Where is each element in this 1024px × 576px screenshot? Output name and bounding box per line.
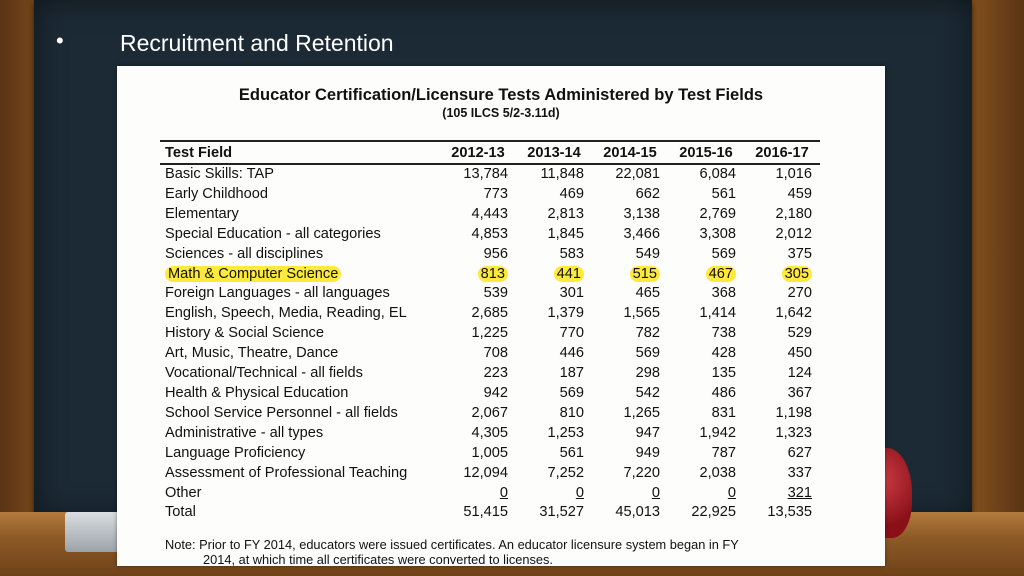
- cell-value: 956: [483, 245, 508, 262]
- test-field-label: Math & Computer Science: [165, 266, 341, 282]
- table-cell: [440, 444, 516, 464]
- note-line-1: Note: Prior to FY 2014, educators were issued certificates. An educator licensure system began in FY: [165, 537, 739, 552]
- cell-value: 441: [554, 266, 584, 282]
- cell-value: 569: [559, 384, 584, 401]
- table-cell: [592, 245, 668, 265]
- table-row: [160, 384, 820, 404]
- test-field-label: Foreign Languages - all languages: [165, 285, 390, 302]
- test-field-name: [160, 464, 440, 484]
- column-header: Test Field: [160, 141, 440, 164]
- cell-value: 2,769: [699, 205, 736, 222]
- table-cell: [592, 344, 668, 364]
- table-cell: [592, 185, 668, 205]
- table-row: [160, 265, 820, 285]
- note-line-2: 2014, at which time all certificates were converted to licenses.: [203, 552, 553, 567]
- cell-value: 4,443: [471, 205, 508, 222]
- cell-value: 13,535: [767, 504, 812, 521]
- table-cell: [440, 304, 516, 324]
- table-cell: [592, 424, 668, 444]
- test-field-name: [160, 164, 440, 185]
- cell-value: 467: [706, 266, 736, 282]
- table-cell: [744, 245, 820, 265]
- table-header-row: [160, 141, 820, 164]
- cell-value: 465: [635, 285, 660, 302]
- cell-value: 942: [483, 384, 508, 401]
- cell-value: 1,379: [547, 305, 584, 322]
- table-cell: [668, 164, 744, 185]
- cell-value: 7,252: [547, 464, 584, 481]
- table-cell: [592, 503, 668, 523]
- cell-value: 2,067: [471, 404, 508, 421]
- test-field-label: Special Education - all categories: [165, 225, 381, 242]
- cell-value: 2,012: [775, 225, 812, 242]
- table-cell: [440, 484, 516, 504]
- table-row: [160, 284, 820, 304]
- cell-value: 0: [499, 484, 508, 501]
- test-field-name: [160, 384, 440, 404]
- table-cell: [516, 344, 592, 364]
- test-field-label: School Service Personnel - all fields: [165, 404, 398, 421]
- test-field-name: [160, 404, 440, 424]
- cell-value: 337: [787, 464, 812, 481]
- table-row: [160, 225, 820, 245]
- table-cell: [592, 464, 668, 484]
- cell-value: 569: [711, 245, 736, 262]
- table-cell: [668, 364, 744, 384]
- test-field-table: [160, 140, 820, 523]
- table-cell: [744, 384, 820, 404]
- table-cell: [516, 284, 592, 304]
- test-field-name: [160, 484, 440, 504]
- table-cell: [668, 384, 744, 404]
- table-cell: [668, 185, 744, 205]
- table-row: [160, 364, 820, 384]
- table-cell: [516, 164, 592, 185]
- table-cell: [744, 225, 820, 245]
- table-cell: [440, 344, 516, 364]
- cell-value: 469: [559, 185, 584, 202]
- test-field-label: Language Proficiency: [165, 444, 306, 461]
- cell-value: 367: [787, 384, 812, 401]
- test-field-name: [160, 503, 440, 523]
- cell-value: 1,005: [471, 444, 508, 461]
- cell-value: 770: [559, 325, 584, 342]
- cell-value: 949: [635, 444, 660, 461]
- cell-value: 459: [787, 185, 812, 202]
- table-cell: [668, 484, 744, 504]
- table-cell: [668, 464, 744, 484]
- cell-value: 4,853: [471, 225, 508, 242]
- table-cell: [592, 265, 668, 285]
- table-cell: [516, 324, 592, 344]
- table-cell: [668, 404, 744, 424]
- table-row: [160, 444, 820, 464]
- table-cell: [592, 205, 668, 225]
- table-cell: [668, 344, 744, 364]
- cell-value: 947: [635, 424, 660, 441]
- table-cell: [744, 364, 820, 384]
- cell-value: 7,220: [623, 464, 660, 481]
- table-cell: [744, 484, 820, 504]
- test-field-label: Sciences - all disciplines: [165, 245, 324, 262]
- test-field-label: Assessment of Professional Teaching: [165, 464, 408, 481]
- cell-value: 446: [559, 345, 584, 362]
- cell-value: 51,415: [463, 504, 508, 521]
- table-cell: [516, 225, 592, 245]
- table-row: [160, 185, 820, 205]
- test-field-label: Health & Physical Education: [165, 384, 349, 401]
- table-cell: [516, 265, 592, 285]
- table-row: [160, 464, 820, 484]
- cell-value: 22,081: [615, 166, 660, 182]
- table-cell: [668, 205, 744, 225]
- cell-value: 4,305: [471, 424, 508, 441]
- cell-value: 810: [559, 404, 584, 421]
- cell-value: 549: [635, 245, 660, 262]
- table-cell: [440, 424, 516, 444]
- cell-value: 561: [711, 185, 736, 202]
- table-cell: [744, 324, 820, 344]
- table-cell: [592, 284, 668, 304]
- column-header: 2014-15: [592, 141, 668, 164]
- table-cell: [744, 444, 820, 464]
- cell-value: 135: [711, 365, 736, 382]
- cell-value: 0: [651, 484, 660, 501]
- table-cell: [440, 503, 516, 523]
- cell-value: 561: [559, 444, 584, 461]
- cell-value: 1,642: [775, 305, 812, 322]
- table-row: [160, 164, 820, 185]
- table-cell: [744, 404, 820, 424]
- cell-value: 11,848: [540, 166, 584, 182]
- table-row: [160, 245, 820, 265]
- cell-value: 2,038: [699, 464, 736, 481]
- table-cell: [592, 164, 668, 185]
- column-header: 2015-16: [668, 141, 744, 164]
- test-field-name: [160, 245, 440, 265]
- cell-value: 187: [559, 365, 584, 382]
- table-cell: [516, 245, 592, 265]
- table-cell: [592, 225, 668, 245]
- cell-value: 450: [787, 345, 812, 362]
- table-cell: [516, 364, 592, 384]
- table-cell: [440, 364, 516, 384]
- cell-value: 298: [635, 365, 660, 382]
- cell-value: 1,942: [699, 424, 736, 441]
- test-field-name: [160, 304, 440, 324]
- document-subtitle: (105 ILCS 5/2-3.11d): [442, 106, 560, 120]
- cell-value: 1,414: [699, 305, 736, 322]
- table-cell: [592, 484, 668, 504]
- cell-value: 1,253: [547, 424, 584, 441]
- test-field-name: [160, 225, 440, 245]
- test-field-name: [160, 265, 440, 285]
- cell-value: 1,323: [775, 424, 812, 441]
- cell-value: 1,565: [623, 305, 660, 322]
- test-field-label: English, Speech, Media, Reading, EL: [165, 305, 407, 322]
- table-row: [160, 404, 820, 424]
- table-cell: [668, 304, 744, 324]
- table-row: [160, 484, 820, 504]
- column-header: 2016-17: [744, 141, 820, 164]
- table-cell: [440, 265, 516, 285]
- cell-value: 6,084: [699, 166, 736, 182]
- test-field-name: [160, 205, 440, 225]
- cell-value: 486: [711, 384, 736, 401]
- table-cell: [744, 185, 820, 205]
- column-header: 2012-13: [440, 141, 516, 164]
- cell-value: 305: [782, 266, 812, 282]
- table-cell: [744, 503, 820, 523]
- table-cell: [516, 205, 592, 225]
- cell-value: 270: [787, 285, 812, 302]
- test-field-label: Total: [165, 504, 196, 521]
- table-cell: [744, 164, 820, 185]
- document-image: [117, 66, 885, 566]
- cell-value: 1,265: [623, 404, 660, 421]
- table-row: [160, 205, 820, 225]
- table-cell: [744, 424, 820, 444]
- cell-value: 708: [483, 345, 508, 362]
- cell-value: 223: [483, 365, 508, 382]
- table-cell: [516, 503, 592, 523]
- cell-value: 542: [635, 384, 660, 401]
- table-cell: [592, 364, 668, 384]
- cell-value: 45,013: [615, 504, 660, 521]
- slide-title: Recruitment and Retention: [120, 30, 394, 56]
- cell-value: 12,094: [463, 464, 508, 481]
- table-cell: [744, 205, 820, 225]
- cell-value: 813: [478, 266, 508, 282]
- column-header: 2013-14: [516, 141, 592, 164]
- cell-value: 773: [483, 185, 508, 202]
- table-cell: [516, 484, 592, 504]
- table-row: [160, 324, 820, 344]
- table-cell: [744, 344, 820, 364]
- document-title: Educator Certification/Licensure Tests Administered by Test Fields: [238, 86, 764, 104]
- table-row: [160, 344, 820, 364]
- cell-value: 375: [787, 245, 812, 262]
- cell-value: 428: [711, 345, 736, 362]
- cell-value: 1,016: [775, 166, 812, 182]
- table-cell: [516, 464, 592, 484]
- cell-value: 1,198: [775, 404, 812, 421]
- cell-value: 738: [711, 325, 736, 342]
- cell-value: 124: [787, 365, 812, 382]
- test-field-name: [160, 185, 440, 205]
- table-row: [160, 424, 820, 444]
- cell-value: 539: [483, 285, 508, 302]
- table-cell: [668, 503, 744, 523]
- test-field-label: Art, Music, Theatre, Dance: [165, 345, 339, 362]
- table-cell: [440, 245, 516, 265]
- cell-value: 3,466: [623, 225, 660, 242]
- table-cell: [744, 464, 820, 484]
- table-cell: [516, 424, 592, 444]
- table-cell: [516, 404, 592, 424]
- table-cell: [440, 205, 516, 225]
- test-field-name: [160, 424, 440, 444]
- cell-value: 2,180: [775, 205, 812, 222]
- table-cell: [440, 464, 516, 484]
- cell-value: 529: [787, 325, 812, 342]
- table-cell: [440, 384, 516, 404]
- total-row: [160, 503, 820, 523]
- table-cell: [668, 284, 744, 304]
- table-cell: [516, 384, 592, 404]
- bullet-point: •: [56, 28, 64, 53]
- test-field-name: [160, 344, 440, 364]
- test-field-label: Early Childhood: [165, 185, 269, 202]
- table-row: [160, 304, 820, 324]
- cell-value: 583: [559, 245, 584, 262]
- table-cell: [668, 225, 744, 245]
- table-cell: [592, 304, 668, 324]
- cell-value: 368: [711, 285, 736, 302]
- table-cell: [668, 424, 744, 444]
- cell-value: 13,784: [463, 166, 508, 182]
- test-field-label: Elementary: [165, 205, 239, 222]
- cell-value: 662: [635, 185, 660, 202]
- table-cell: [592, 384, 668, 404]
- table-cell: [668, 245, 744, 265]
- test-field-label: Vocational/Technical - all fields: [165, 365, 363, 382]
- test-field-label: Basic Skills: TAP: [165, 166, 274, 182]
- cell-value: 1,845: [547, 225, 584, 242]
- test-field-label: History & Social Science: [165, 325, 324, 342]
- table-cell: [668, 324, 744, 344]
- table-cell: [516, 304, 592, 324]
- table-cell: [592, 404, 668, 424]
- table-cell: [592, 444, 668, 464]
- cell-value: 782: [635, 325, 660, 342]
- test-field-label: Administrative - all types: [165, 424, 324, 441]
- table-cell: [744, 265, 820, 285]
- test-field-name: [160, 284, 440, 304]
- table-cell: [440, 284, 516, 304]
- table-cell: [744, 284, 820, 304]
- table-cell: [516, 185, 592, 205]
- test-field-name: [160, 444, 440, 464]
- table-cell: [440, 185, 516, 205]
- table-cell: [516, 444, 592, 464]
- cell-value: 627: [787, 444, 812, 461]
- table-cell: [744, 304, 820, 324]
- cell-value: 321: [787, 484, 812, 501]
- cell-value: 31,527: [539, 504, 584, 521]
- cell-value: 1,225: [471, 325, 508, 342]
- cell-value: 301: [559, 285, 584, 302]
- cell-value: 0: [575, 484, 584, 501]
- cell-value: 2,685: [471, 305, 508, 322]
- cell-value: 0: [727, 484, 736, 501]
- table-cell: [440, 324, 516, 344]
- document-note: [165, 537, 865, 567]
- cell-value: 515: [630, 266, 660, 282]
- table-cell: [440, 404, 516, 424]
- cell-value: 2,813: [547, 205, 584, 222]
- cell-value: 787: [711, 444, 736, 461]
- test-field-name: [160, 324, 440, 344]
- table-cell: [440, 164, 516, 185]
- cell-value: 3,308: [699, 225, 736, 242]
- cell-value: 22,925: [691, 504, 736, 521]
- test-field-name: [160, 364, 440, 384]
- table-cell: [668, 265, 744, 285]
- table-cell: [592, 324, 668, 344]
- cell-value: 3,138: [623, 205, 660, 222]
- table-cell: [440, 225, 516, 245]
- cell-value: 831: [711, 404, 736, 421]
- cell-value: 569: [635, 345, 660, 362]
- table-cell: [668, 444, 744, 464]
- test-field-label: Other: [165, 484, 202, 501]
